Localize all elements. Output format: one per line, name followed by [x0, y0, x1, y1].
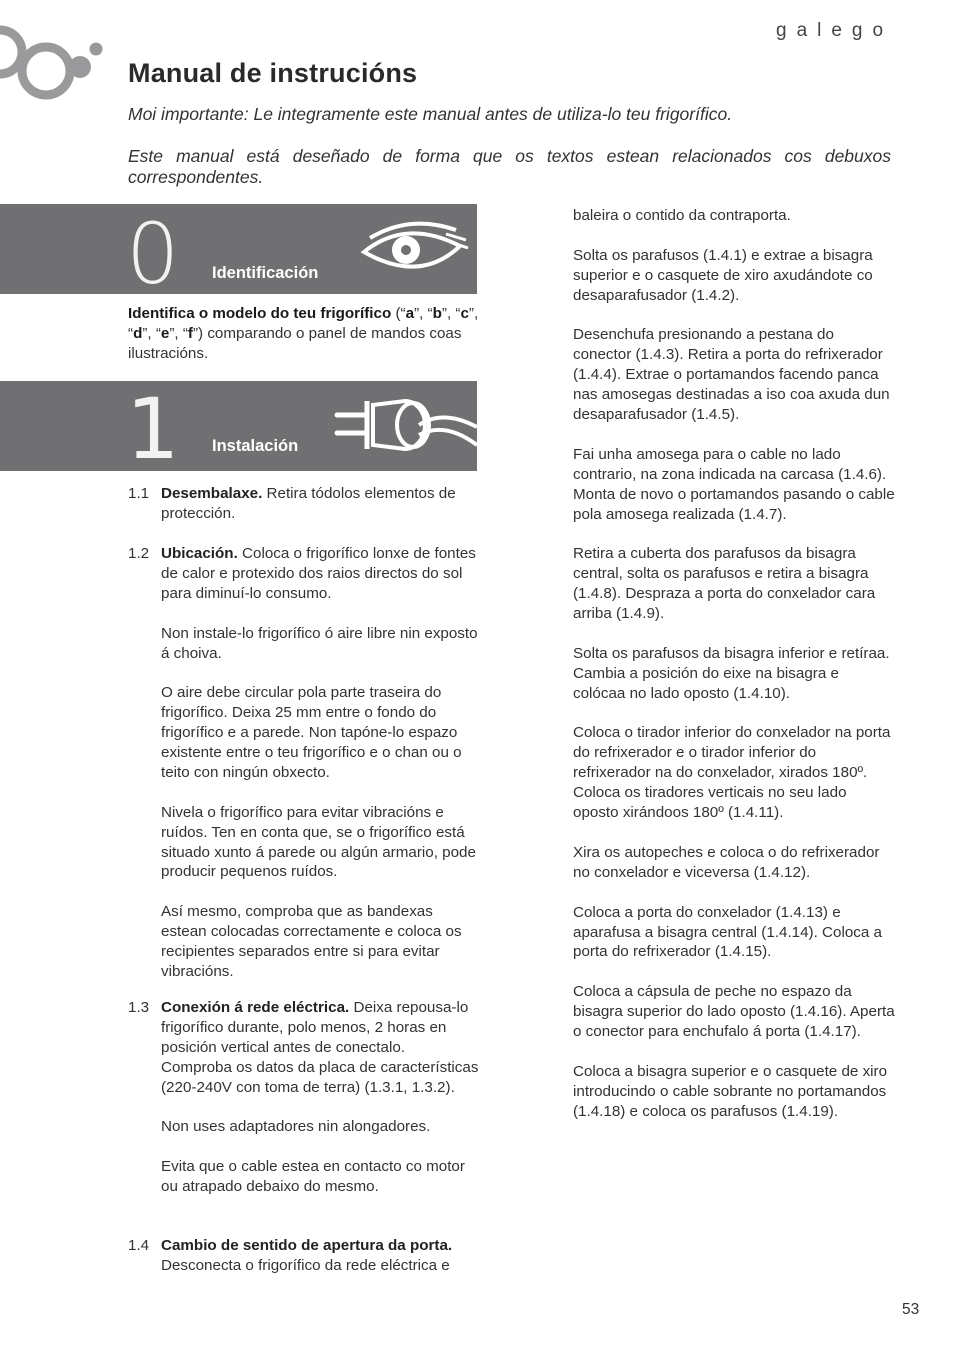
identification-text: Identifica o modelo do teu frigorífico (“a”, “b”, “c”, “d”, “e”, “f”) comparando o panel de mandos coas ilustracións. [128, 305, 479, 362]
column-paragraph: Coloca a bisagra superior e o casquete de xiro introducindo o cable sobrante no portamandos (1.4.18) e coloca os parafusos (1.4.19). [573, 1062, 888, 1120]
section-header-identification [0, 204, 477, 303]
section-header-installation [0, 380, 477, 478]
model-d: d [133, 324, 143, 342]
column-paragraph: baleira o contido da contraporta. [573, 207, 791, 224]
section-number: 1 [126, 380, 180, 478]
section-number: 0 [126, 205, 180, 303]
item-number: 1.1 [128, 485, 150, 502]
right-column [573, 206, 895, 1141]
section-label: Identificación [212, 264, 319, 282]
brand-logo [0, 24, 110, 104]
column-paragraph: Retira a cuberta dos parafusos da bisagra central, solta os parafusos e retira a bisagra (1.4.8). Despraza a porta do conxelador cara arriba (1.4.9). [573, 545, 876, 623]
item-text: Coloca o frigorífico lonxe de fontes de calor e protexido dos raios directos do sol para diminuí-lo consumo. [161, 545, 476, 602]
item-text: Desconecta o frigorífico da rede eléctrica e [161, 1256, 450, 1274]
item-paragraph: Nivela o frigorífico para evitar vibracións e ruídos. Ten en conta que, se o frigorífico está situado xunto á parede ou algún armario, pode producir pequenos ruídos. [161, 803, 476, 881]
item-heading: Conexión á rede eléctrica. [161, 999, 350, 1016]
intro-design-line1: Este manual está deseñado de forma que os textos estean relacionados cos debuxos [128, 146, 891, 166]
intro-design-line2: correspondentes. [128, 167, 264, 187]
item-paragraph: Evita que o cable estea en contacto co motor ou atrapado debaixo do mesmo. [161, 1158, 465, 1196]
item-text: Deixa repousa-lo frigorífico durante, polo menos, 2 horas en posición vertical antes de conectalo. Comproba os datos da placa de características (220-240V con toma de terra) (1.3.1, 1.3.2). [161, 999, 479, 1096]
eye-icon [360, 216, 472, 280]
item-paragraph: Así mesmo, comproba que as bandexas estean colocadas correctamente e coloca os recipientes separados entre si para evitar vibracións. [161, 903, 462, 980]
column-paragraph: Solta os parafusos da bisagra inferior e retíraa. Cambia a posición do eixe na bisagra e colócaa no lado oposto (1.4.10). [573, 644, 890, 702]
installation-item-1-1 [128, 484, 480, 544]
page-title: Manual de instrucións [128, 58, 418, 88]
model-f: f [187, 324, 193, 342]
item-paragraph: Non uses adaptadores nin alongadores. [161, 1118, 431, 1136]
item-heading: Ubicación. [161, 545, 238, 562]
model-b: b [432, 305, 442, 322]
installation-item-1-3 [128, 998, 480, 1217]
item-paragraph: Non instale-lo frigorífico ó aire libre nin exposto á choiva. [161, 624, 478, 662]
plug-icon [333, 395, 477, 459]
identification-lead: Identifica o modelo do teu frigorífico [128, 305, 392, 322]
column-paragraph: Solta os parafusos (1.4.1) e extrae a bisagra superior e o casquete de xiro axudándote co desaparafusador (1.4.2). [573, 246, 873, 304]
item-number: 1.4 [128, 1237, 150, 1254]
column-paragraph: Fai unha amosega para o cable no lado contrario, na zona indicada na carcasa (1.4.6). Monta de novo o portamandos pasando o cable pola amosega realizada (1.4.7). [573, 445, 895, 523]
model-e: e [160, 324, 170, 342]
model-a: a [405, 305, 415, 322]
intro-important: Moi importante: Le integramente este manual antes de utiliza-lo teu frigorífico. [128, 104, 733, 124]
column-paragraph: Coloca o tirador inferior do conxelador na porta do refrixerador e o tirador inferior do refrixerador na do conxelador, xirados 180º. Coloca os tiradores verticais no seu lado oposto xirándoos 180º (1.4.11). [573, 724, 891, 822]
item-heading: Desembalaxe. [161, 485, 263, 502]
item-number: 1.3 [128, 999, 150, 1016]
language-label: galego [776, 20, 894, 41]
identification-tail: ) comparando o panel de mandos coas ilustracións. [128, 324, 462, 362]
item-number: 1.2 [128, 545, 150, 562]
column-paragraph: Coloca a porta do conxelador (1.4.13) e aparafusa a bisagra central (1.4.14). Coloca a porta do refrixerador (1.4.15). [573, 903, 882, 961]
column-paragraph: Desenchufa presionando a pestana do conector (1.4.3). Retira a porta do refrixerador (1.4.4). Extrae o portamandos facendo panca nas amosegas destinadas a iso coa axuda dun desaparafusador (1.4.5). [573, 326, 890, 424]
installation-item-1-4 [128, 1236, 480, 1296]
model-c: c [460, 305, 469, 322]
column-paragraph: Xira os autopeches e coloca o do refrixerador no conxelador e viceversa (1.4.12). [573, 843, 880, 881]
item-paragraph: O aire debe circular pola parte traseira do frigorífico. Deixa 25 mm entre o fondo do frigorífico e a parede. Non tapóne-lo espazo existente entre o teu frigorífico e o chan ou o teito con ningún obxecto. [161, 684, 462, 781]
page-number: 53 [902, 1301, 920, 1318]
item-text: Retira tódolos elementos de protección. [161, 485, 456, 522]
item-heading: Cambio de sentido de apertura da porta. [161, 1237, 453, 1254]
column-paragraph: Coloca a cápsula de peche no espazo da bisagra superior do lado oposto (1.4.16). Aperta o conector para enchufalo á porta (1.4.17). [573, 983, 895, 1041]
installation-item-1-2 [128, 544, 480, 1002]
section-label: Instalación [212, 437, 299, 455]
intro-design [128, 146, 891, 188]
